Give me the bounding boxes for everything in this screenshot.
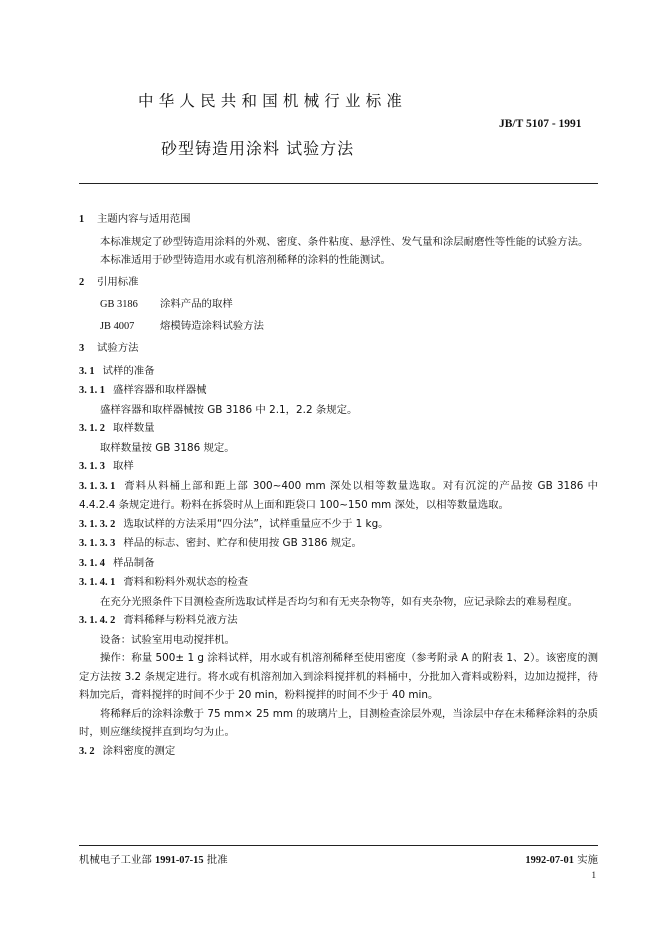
section-heading: 1 主题内容与适用范围 bbox=[79, 213, 191, 225]
paragraph: 设备：试验室用电动搅拌机。 bbox=[100, 633, 236, 646]
reference-item: GB 3186 涂料产品的取样 bbox=[100, 298, 233, 310]
effective-label: 实施 bbox=[577, 854, 598, 866]
paragraph: 取样数量按 GB 3186 规定。 bbox=[100, 441, 235, 454]
paragraph: 本标准适用于砂型铸造用水或有机溶剂稀释的涂料的性能测试。 bbox=[100, 254, 391, 266]
subsection-heading: 3. 1. 3 取样 bbox=[79, 460, 134, 472]
paragraph: 操作：称量 500± 1 g 涂料试样，用水或有机溶剂稀释至使用密度（参考附录 A 的附表 1、2）。该密度的测定方法按 3.2 条规定进行。将水或有机溶剂加入到涂料搅拌机的料桶中，分批加入膏料或粉料，边加边搅拌，待料加完后，膏料搅拌的时间不少于 20 min，粉料搅拌的时间不少于 40 min。 bbox=[79, 652, 598, 701]
approve-label: 批准 bbox=[206, 854, 228, 866]
subsection-heading: 3. 1. 4 样品制备 bbox=[79, 556, 155, 569]
effective-date: 1992-07-01 bbox=[525, 855, 574, 866]
subsection-heading: 3. 2 涂料密度的测定 bbox=[79, 744, 176, 757]
issuer: 机械电子工业部 bbox=[79, 854, 152, 866]
approve-date: 1991-07-15 bbox=[155, 855, 204, 866]
page-number: 1 bbox=[591, 870, 596, 880]
subsection-heading: 3. 1 试样的准备 bbox=[79, 364, 155, 377]
reference-item: JB 4007 熔模铸造涂料试验方法 bbox=[100, 319, 264, 332]
subsection-heading: 3. 1. 2 取样数量 bbox=[79, 422, 155, 434]
standard-category-title: 中华人民共和国机械行业标准 bbox=[138, 92, 408, 110]
document-body bbox=[79, 207, 598, 761]
standard-number: JB/T 5107 - 1991 bbox=[499, 118, 582, 130]
header-divider bbox=[79, 183, 598, 184]
section-heading: 3 试验方法 bbox=[79, 342, 139, 354]
paragraph: 盛样容器和取样器械按 GB 3186 中 2.1，2.2 条规定。 bbox=[100, 403, 358, 416]
footer-divider bbox=[79, 845, 598, 846]
subsection-heading: 3. 1. 4. 1 膏料和粉料外观状态的检查 bbox=[79, 576, 249, 588]
paragraph: 将稀释后的涂料涂敷于 75 mm× 25 mm 的玻璃片上，目测检查涂层外观，当涂层中存在未稀释涂料的杂质时，则应继续搅拌直到均匀为止。 bbox=[79, 707, 598, 738]
clause: 3. 1. 3. 1 膏料从料桶上部和距上部 300~400 mm 深处以相等数量选取。对有沉淀的产品按 GB 3186 中 4.4.2.4 条规定进行。粉料在拆袋时从上面和距袋口 100~150 mm 深处，以相等数量选取。 bbox=[79, 479, 598, 511]
approval-line bbox=[79, 851, 228, 866]
effective-line bbox=[525, 851, 598, 866]
clause: 3. 1. 3. 2 选取试样的方法采用“四分法”，试样重量应不少于 1 kg。 bbox=[79, 517, 389, 530]
section-heading: 2 引用标准 bbox=[79, 275, 139, 288]
subsection-heading: 3. 1. 1 盛样容器和取样器械 bbox=[79, 384, 207, 396]
clause: 3. 1. 3. 3 样品的标志、密封、贮存和使用按 GB 3186 规定。 bbox=[79, 537, 362, 549]
document-title: 砂型铸造用涂料 试验方法 bbox=[161, 139, 355, 158]
subsection-heading: 3. 1. 4. 2 膏料稀释与粉料兑液方法 bbox=[79, 614, 238, 626]
paragraph: 在充分光照条件下目测检查所选取试样是否均匀和有无夹杂物等，如有夹杂物，应记录除去的难易程度。 bbox=[100, 595, 578, 608]
paragraph: 本标准规定了砂型铸造用涂料的外观、密度、条件粘度、悬浮性、发气量和涂层耐磨性等性能的试验方法。 bbox=[100, 235, 589, 248]
